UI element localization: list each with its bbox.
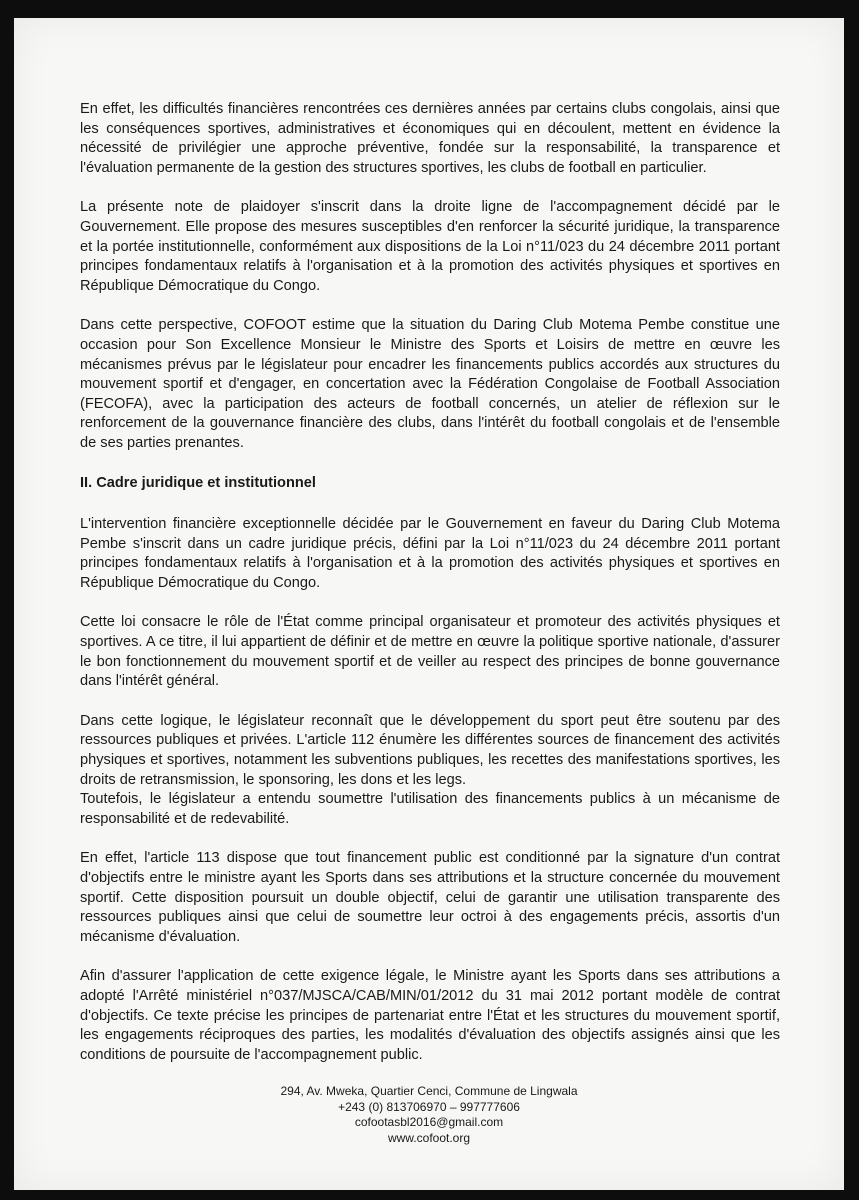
paragraph-perspective-cofoot: Dans cette perspective, COFOOT estime que la situation du Daring Club Motema Pembe constitue une occasion pour Son Excellence Monsieur le Ministre des Sports et Loisirs de mettre en œuvre les mécanismes prévus par le législateur pour encadrer les financements publics accordés aux structures du mouvement sportif et d'engager, en concertation avec la Fédération Congolaise de Football Association (FECOFA), avec la participation des acteurs de football concernés, un atelier de réflexion sur le renforcement de la gouvernance financière des clubs, dans l'intérêt du football congolais et de l'ensemble de ses parties prenantes. [80, 317, 780, 451]
footer-address: 294, Av. Mweka, Quartier Cenci, Commune de Lingwala [280, 1084, 578, 1098]
document-body [80, 100, 780, 1085]
footer-website: www.cofoot.org [387, 1130, 471, 1145]
paragraph-arrete-ministeriel: Afin d'assurer l'application de cette exigence légale, le Ministre ayant les Sports dans ses attributions a adopté l'Arrêté ministériel n°037/MJSCA/CAB/MIN/01/2012 du 31 mai 2012 portant modèle de contrat d'objectifs. Ce texte précise les principes de partenariat entre l'État et les structures du mouvement sportif, les engagements réciproques des parties, les modalités d'évaluation des objectifs assignés ainsi que les conditions de poursuite de l'accompagnement public. [80, 968, 780, 1063]
footer-email: cofootasbl2016@gmail.com [354, 1115, 504, 1129]
letterhead-footer [14, 1084, 844, 1146]
paragraph-role-de-l-etat: Cette loi consacre le rôle de l'État comme principal organisateur et promoteur des activités physiques et sportives. A ce titre, il lui appartient de définir et de mettre en œuvre la politique sportive nationale, d'assurer le bon fonctionnement du mouvement sportif et de veiller au respect des principes de bonne gouvernance dans l'intérêt général. [80, 614, 780, 690]
footer-phone: +243 (0) 813706970 – 997777606 [338, 1099, 520, 1114]
paragraph-difficultes-financieres: En effet, les difficultés financières rencontrées ces dernières années par certains clubs congolais, ainsi que les conséquences sportives, administratives et économiques qui en découlent, mettent en évidence la nécessité de privilégier une approche préventive, fondée sur la responsabilité, la transparence et l'évaluation permanente de la gestion des structures sportives, les clubs de football en particulier. [80, 101, 780, 176]
paragraph-intervention-financiere: L'intervention financière exceptionnelle décidée par le Gouvernement en faveur du Daring Club Motema Pembe s'inscrit dans un cadre juridique précis, défini par la Loi n°11/023 du 24 décembre 2011 portant principes fondamentaux relatifs à l'organisation et à la promotion des activités physiques et sportives en République Démocratique du Congo. [80, 516, 780, 591]
document-page [14, 18, 844, 1190]
paragraph-redevabilite: Toutefois, le législateur a entendu soumettre l'utilisation des financements publics à un mécanisme de responsabilité et de redevabilité. [80, 791, 780, 827]
paragraph-article-112: Dans cette logique, le législateur reconnaît que le développement du sport peut être soutenu par des ressources publiques et privées. L'article 112 énumère les différentes sources de financement des activités physiques et sportives, notamment les subventions publiques, les recettes des manifestations sportives, les droits de retransmission, le sponsoring, les dons et les legs. [80, 712, 780, 788]
section-heading: II. Cadre juridique et institutionnel [80, 474, 316, 491]
paragraph-article-113: En effet, l'article 113 dispose que tout financement public est conditionné par la signature d'un contrat d'objectifs entre le ministre ayant les Sports dans ses attributions et la structure concernée du mouvement sportif. Cette disposition poursuit un double objectif, celui de garantir une utilisation transparente des ressources publiques ainsi que celui de soumettre leur octroi à des engagements précis, assortis d'un mécanisme d'évaluation. [80, 850, 780, 945]
paragraph-note-de-plaidoyer: La présente note de plaidoyer s'inscrit dans la droite ligne de l'accompagnement décidé par le Gouvernement. Elle propose des mesures susceptibles d'en renforcer la sécurité juridique, la transparence et la portée institutionnelle, conformément aux dispositions de la Loi n°11/023 du 24 décembre 2011 portant principes fondamentaux relatifs à l'organisation et à la promotion des activités physiques et sportives en République Démocratique du Congo. [80, 199, 780, 294]
